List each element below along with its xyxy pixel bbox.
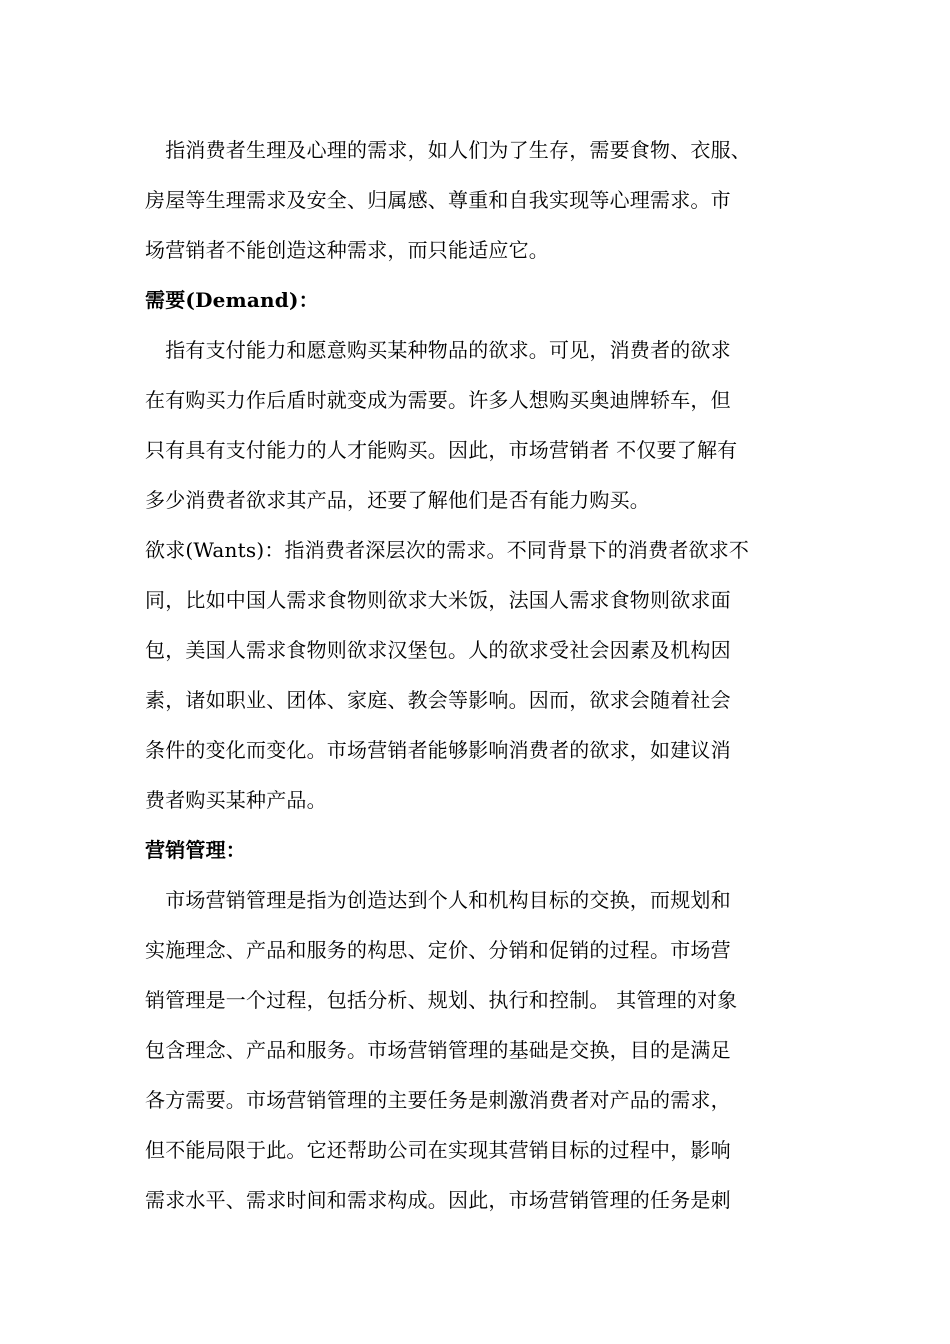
paragraph-wants-line-5: 条件的变化而变化。市场营销者能够影响消费者的欲求，如建议消 [145, 738, 731, 762]
paragraph-wants-line-4: 素，诸如职业、团体、家庭、教会等影响。因而，欲求会随着社会 [145, 688, 731, 712]
paragraph-demand-line-1: 指有支付能力和愿意购买某种物品的欲求。可见，消费者的欲求 [145, 338, 731, 362]
paragraph-wants-line-3: 包，美国人需求食物则欲求汉堡包。人的欲求受社会因素及机构因 [145, 638, 731, 662]
paragraph-demand-line-3: 只有具有支付能力的人才能购买。因此，市场营销者 不仅要了解有 [145, 438, 738, 462]
paragraph-management-line-3: 销管理是一个过程，包括分析、规划、执行和控制。 其管理的对象 [145, 988, 738, 1012]
paragraph-needs-line-2: 房屋等生理需求及安全、归属感、尊重和自我实现等心理需求。市 [145, 188, 731, 212]
heading-marketing-management: 营销管理： [145, 838, 246, 862]
paragraph-management-line-4: 包含理念、产品和服务。市场营销管理的基础是交换，目的是满足 [145, 1038, 731, 1062]
paragraph-needs-line-3: 场营销者不能创造这种需求，而只能适应它。 [145, 238, 549, 262]
paragraph-management-line-6: 但不能局限于此。它还帮助公司在实现其营销目标的过程中，影响 [145, 1138, 731, 1162]
paragraph-management-line-1: 市场营销管理是指为创造达到个人和机构目标的交换，而规划和 [145, 888, 731, 912]
paragraph-demand-line-4: 多少消费者欲求其产品，还要了解他们是否有能力购买。 [145, 488, 650, 512]
paragraph-wants-line-1: 欲求(Wants)：指消费者深层次的需求。不同背景下的消费者欲求不 [145, 538, 750, 562]
paragraph-management-line-7: 需求水平、需求时间和需求构成。因此，市场营销管理的任务是刺 [145, 1188, 731, 1212]
paragraph-wants-line-2: 同，比如中国人需求食物则欲求大米饭，法国人需求食物则欲求面 [145, 588, 731, 612]
paragraph-management-line-2: 实施理念、产品和服务的构思、定价、分销和促销的过程。市场营 [145, 938, 731, 962]
paragraph-management-line-5: 各方需要。市场营销管理的主要任务是刺激消费者对产品的需求， [145, 1088, 731, 1112]
paragraph-demand-line-2: 在有购买力作后盾时就变成为需要。许多人想购买奥迪牌轿车，但 [145, 388, 731, 412]
paragraph-wants-line-6: 费者购买某种产品。 [145, 788, 327, 812]
heading-demand: 需要(Demand)： [145, 288, 319, 312]
paragraph-needs-line-1: 指消费者生理及心理的需求，如人们为了生存，需要食物、衣服、 [145, 138, 751, 162]
